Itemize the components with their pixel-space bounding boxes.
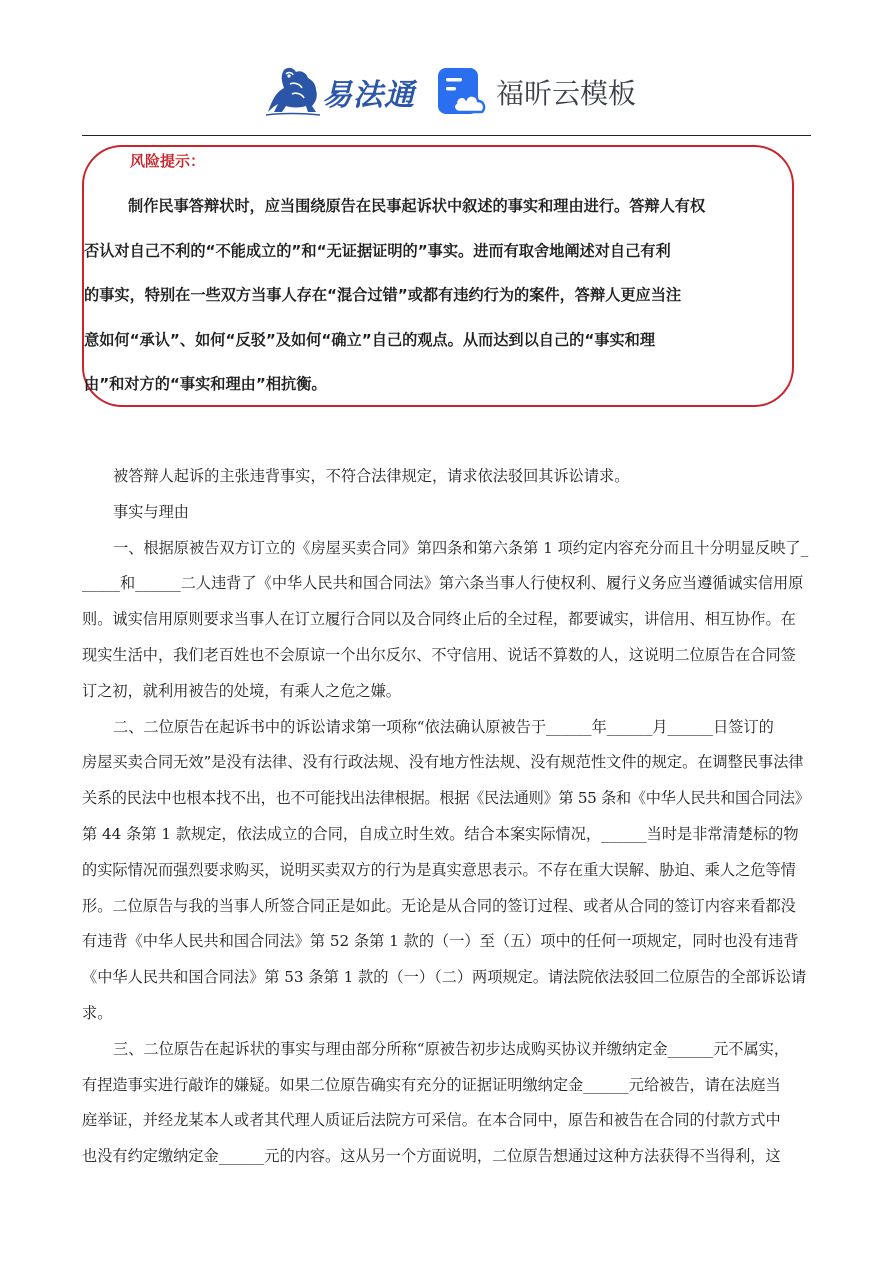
page-header <box>0 0 893 136</box>
risk-warning-title: 风险提示： <box>130 152 206 170</box>
body-line: 二、二位原告在起诉书中的诉讼请求第一项称“依法确认原被告于______年______月______日签订的 <box>113 717 774 736</box>
body-line: 房屋买卖合同无效”是没有法律、没有行政法规、没有地方性法规、没有规范性文件的规定。在调整民事法律 <box>82 753 804 772</box>
body-line: 的实际情况而强烈要求购买，说明买卖双方的行为是真实意思表示。不存在重大误解、胁迫、乘人之危等情 <box>82 860 796 879</box>
risk-line: 制作民事答辩状时，应当围绕原告在民事起诉状中叙述的事实和理由进行。答辩人有权 <box>128 197 706 215</box>
yifatong-logo <box>262 62 422 118</box>
fuxin-cloud-template-logo <box>436 66 666 118</box>
body-line: 庭举证，并经龙某本人或者其代理人质证后法院方可采信。在本合同中，原告和被告在合同的付款方式中 <box>82 1111 781 1130</box>
body-line: 现实生活中，我们老百姓也不会原谅一个出尔反尔、不守信用、说话不算数的人，这说明二位原告在合同签 <box>82 645 796 664</box>
risk-line: 意如何“承认”、如何“反驳”及如何“确立”自己的观点。从而达到以自己的“事实和理 <box>84 330 656 349</box>
body-line: 被答辩人起诉的主张违背事实，不符合法律规定，请求依法驳回其诉讼请求。 <box>113 467 630 485</box>
document-cloud-icon <box>436 66 488 118</box>
body-line: 订之初，就利用被告的处境，有乘人之危之嫌。 <box>82 681 401 700</box>
body-line: 第 44 条第 1 款规定，依法成立的合同，自成立时生效。结合本案实际情况，______当时是非常清楚标的物 <box>82 824 799 843</box>
body-line: 三、二位原告在起诉状的事实与理由部分所称“原被告初步达成购买协议并缴纳定金______元不属实， <box>113 1039 790 1058</box>
body-line: 有违背《中华人民共和国合同法》第 52 条第 1 款的（一）至（五）项中的任何一项规定，同时也没有违背 <box>82 932 799 951</box>
body-line: 一、根据原被告双方订立的《房屋买卖合同》第四条和第六条第 1 项约定内容充分而且十分明显反映了_ <box>113 538 809 557</box>
document-body <box>82 459 812 1175</box>
body-line: _____和______二人违背了《中华人民共和国合同法》第六条当事人行使权利、履行义务应当遵循诚实信用原 <box>82 574 804 593</box>
body-line: 也没有约定缴纳定金______元的内容。这从另一个方面说明，二位原告想通过这种方法获得不当得利，这 <box>82 1147 781 1166</box>
section-heading: 事实与理由 <box>113 502 189 521</box>
risk-warning-box <box>82 145 794 407</box>
risk-line: 的事实，特别在一些双方当事人存在“混合过错”或都有违约行为的案件，答辩人更应当注 <box>84 286 682 304</box>
risk-line: 否认对自己不利的“不能成立的”和“无证据证明的”事实。进而有取舍地阐述对自己有利 <box>84 241 671 260</box>
qilin-emblem-icon <box>262 62 324 118</box>
header-divider <box>82 135 811 136</box>
risk-line: 由”和对方的“事实和理由”相抗衡。 <box>84 375 327 393</box>
body-line: 《中华人民共和国合同法》第 53 条第 1 款的（一）（二）两项规定。请法院依法驳回二位原告的全部诉讼请 <box>82 968 807 987</box>
fuxin-logo-text: 福昕云模板 <box>496 77 637 110</box>
risk-warning-text <box>84 184 787 407</box>
body-line: 形。二位原告与我的当事人所签合同正是如此。无论是从合同的签订过程、或者从合同的签订内容来看都没 <box>82 896 796 915</box>
body-line: 关系的民法中也根本找不出，也不可能找出法律根据。根据《民法通则》第 55 条和《中华人民共和国合同法》 <box>82 789 810 808</box>
body-line: 则。诚实信用原则要求当事人在订立履行合同以及合同终止后的全过程，都要诚实，讲信用、相互协作。在 <box>82 610 796 629</box>
yifatong-logo-text: 易法通 <box>322 78 415 113</box>
body-line: 有捏造事实进行敲诈的嫌疑。如果二位原告确实有充分的证据证明缴纳定金______元给被告，请在法庭当 <box>82 1075 781 1094</box>
body-line: 求。 <box>82 1003 113 1022</box>
